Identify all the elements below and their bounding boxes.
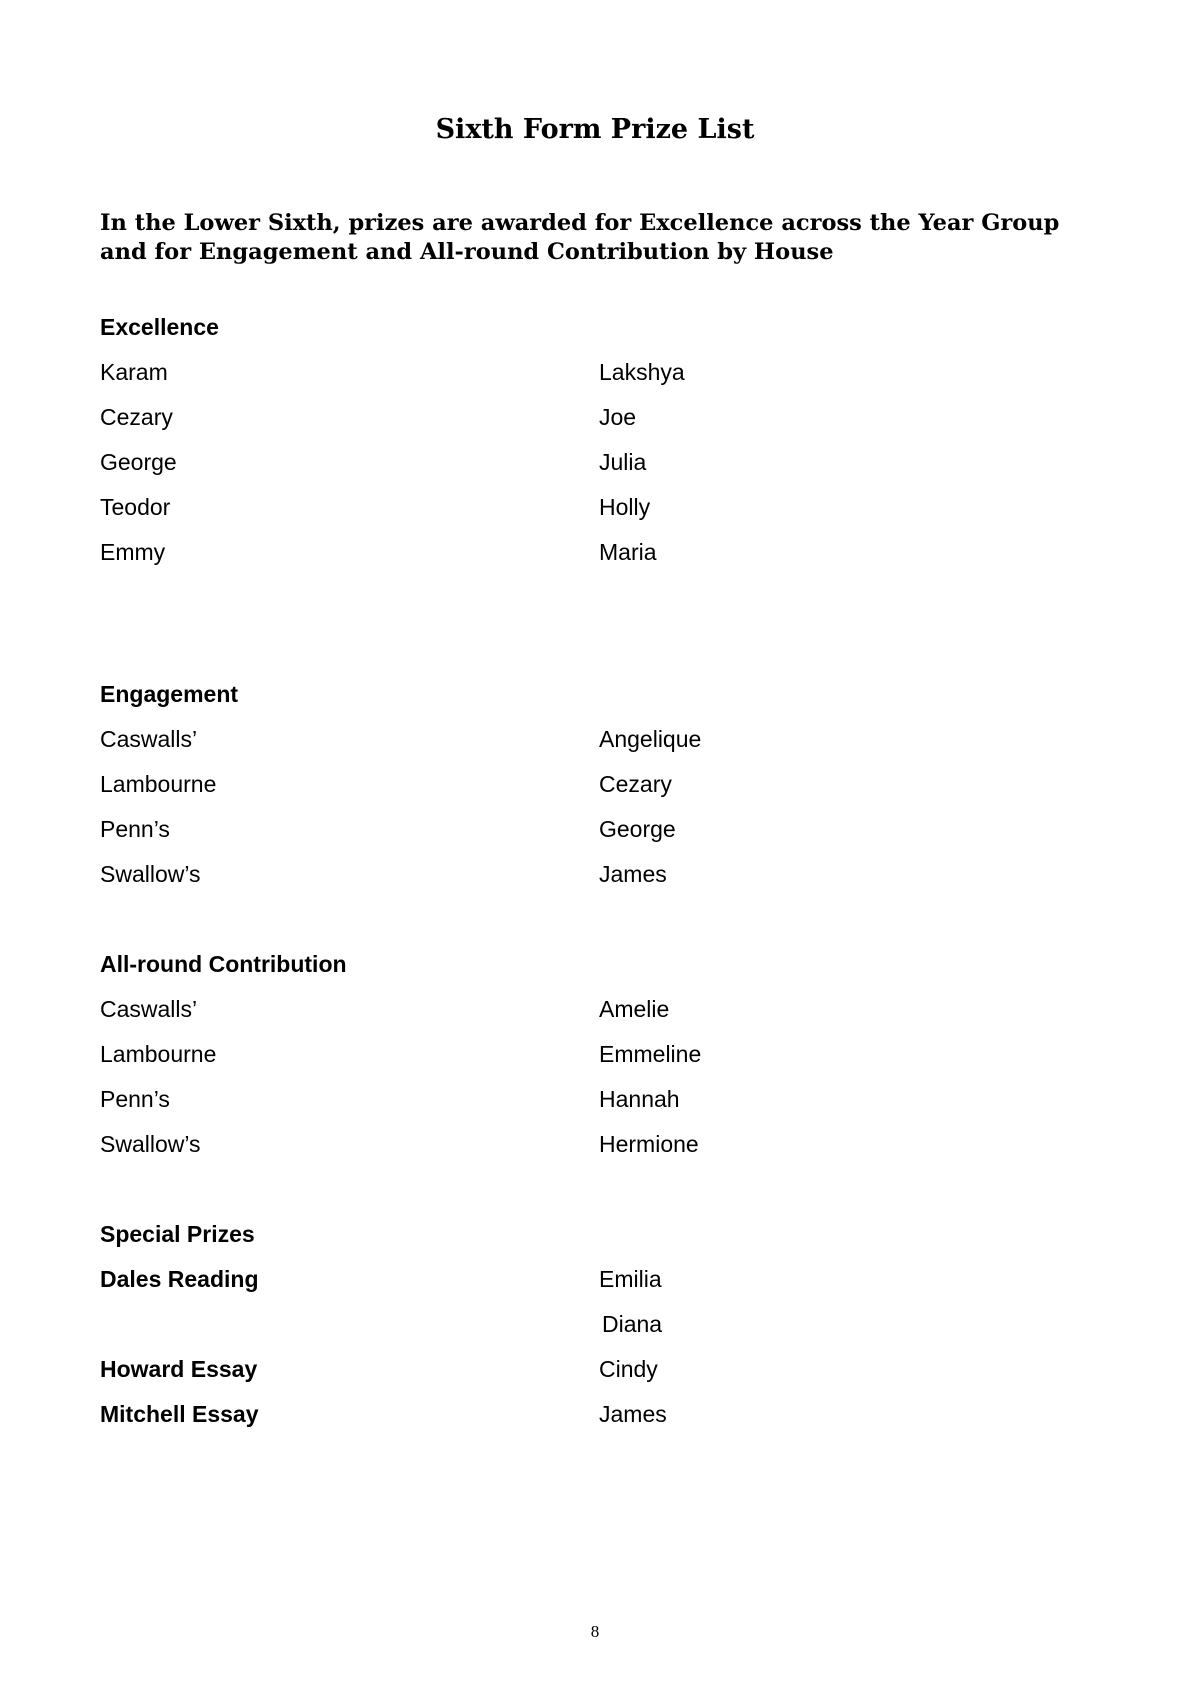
list-item: [100, 852, 1090, 897]
house-name: Swallow’s: [100, 861, 201, 887]
house-name: Caswalls’: [100, 996, 198, 1022]
section-heading: All-round Contribution: [100, 951, 347, 977]
list-item: [100, 1077, 1090, 1122]
house-name: Penn’s: [100, 816, 170, 842]
student-name: Cezary: [599, 771, 672, 797]
house-name: Penn’s: [100, 1086, 170, 1112]
student-name: George: [599, 816, 676, 842]
student-name: Cezary: [100, 404, 173, 430]
excellence-section: [100, 305, 1090, 575]
list-item: [100, 1032, 1090, 1077]
prize-name: Mitchell Essay: [100, 1401, 259, 1427]
list-item: [100, 1122, 1090, 1167]
student-name: Amelie: [599, 996, 670, 1022]
student-name: Julia: [599, 449, 647, 475]
page-number: 8: [590, 1622, 600, 1641]
student-name: Hermione: [599, 1131, 699, 1157]
special-prizes-section: [100, 1212, 1090, 1437]
student-name: Holly: [599, 494, 651, 520]
house-name: Swallow’s: [100, 1131, 201, 1157]
section-heading: Engagement: [100, 681, 239, 707]
student-name: Emmeline: [599, 1041, 702, 1067]
student-name: Diana: [602, 1311, 663, 1337]
allround-section: [100, 942, 1090, 1167]
student-name: Emmy: [100, 539, 166, 565]
list-item: [100, 1392, 1090, 1437]
student-name: Lakshya: [599, 359, 685, 385]
house-name: Lambourne: [100, 1041, 217, 1067]
list-item: [100, 530, 1090, 575]
list-item: [100, 1302, 1090, 1347]
house-name: Caswalls’: [100, 726, 198, 752]
student-name: Emilia: [599, 1266, 662, 1292]
student-name: Joe: [599, 404, 637, 430]
student-name: George: [100, 449, 177, 475]
student-name: Teodor: [100, 494, 171, 520]
list-item: [100, 440, 1090, 485]
intro-paragraph: In the Lower Sixth, prizes are awarded for Excellence across the Year Group and for Engagement and All-round Contribution by House: [100, 210, 1060, 265]
page-title: Sixth Form Prize List: [435, 114, 755, 145]
student-name: Angelique: [599, 726, 702, 752]
list-item: [100, 395, 1090, 440]
list-item: [100, 1257, 1090, 1302]
prize-name: Howard Essay: [100, 1356, 258, 1382]
student-name: James: [599, 1401, 667, 1427]
student-name: James: [599, 861, 667, 887]
list-item: [100, 717, 1090, 762]
student-name: Karam: [100, 359, 168, 385]
list-item: [100, 807, 1090, 852]
student-name: Hannah: [599, 1086, 680, 1112]
list-item: [100, 762, 1090, 807]
engagement-section: [100, 672, 1090, 897]
student-name: Maria: [599, 539, 657, 565]
house-name: Lambourne: [100, 771, 217, 797]
section-heading: Special Prizes: [100, 1221, 255, 1247]
list-item: [100, 485, 1090, 530]
list-item: [100, 350, 1090, 395]
list-item: [100, 1347, 1090, 1392]
section-heading: Excellence: [100, 314, 219, 340]
list-item: [100, 987, 1090, 1032]
student-name: Cindy: [599, 1356, 658, 1382]
prize-name: Dales Reading: [100, 1266, 259, 1292]
